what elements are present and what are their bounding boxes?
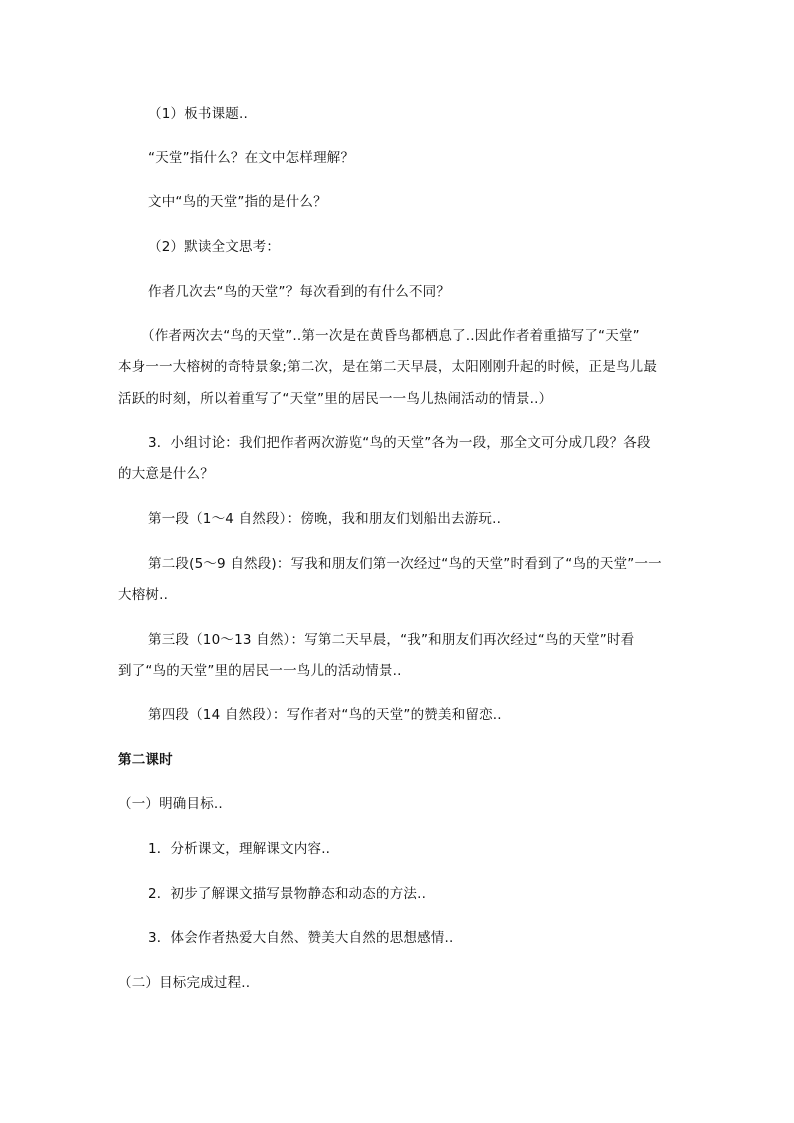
heading-second-lesson: 第二课时 (118, 752, 173, 768)
section-three-line-1: 第三段（10～13 自然）：写第二天早晨，“我”和朋友们再次经过“鸟的天堂”时看 (148, 632, 635, 648)
question-heaven-meaning: “天堂”指什么？在文中怎样理解？ (148, 150, 355, 166)
section-three-line-2: 到了“鸟的天堂”里的居民一一鸟儿的活动情景.. (118, 663, 402, 679)
group-discussion-line-1: 3．小组讨论：我们把作者两次游览“鸟的天堂”各为一段，那全文可分成几段？各段 (148, 435, 651, 451)
question-bird-heaven: 文中“鸟的天堂”指的是什么？ (148, 194, 327, 210)
objective-1: 1．分析课文，理解课文内容.. (148, 841, 331, 857)
objective-2: 2．初步了解课文描写景物静态和动态的方法.. (148, 886, 427, 902)
objectives-heading: （一）明确目标.. (118, 796, 223, 812)
answer-line-2: 本身一一大榕树的奇特景象;第二次，是在第二天早晨，太阳刚刚升起的时候，正是鸟儿最 (118, 359, 658, 375)
section-one: 第一段（1～4 自然段）：傍晚，我和朋友们划船出去游玩.. (148, 511, 502, 527)
process-heading: （二）目标完成过程.. (118, 975, 251, 991)
question-visits: 作者几次去“鸟的天堂”？每次看到的有什么不同？ (148, 284, 451, 300)
section-two-line-2: 大榕树.. (118, 587, 169, 603)
objective-3: 3．体会作者热爱大自然、赞美大自然的思想感情.. (148, 930, 454, 946)
section-four: 第四段（14 自然段）：写作者对“鸟的天堂”的赞美和留恋.. (148, 707, 502, 723)
group-discussion-line-2: 的大意是什么？ (118, 466, 214, 482)
paragraph-silent-reading: （2）默读全文思考： (148, 239, 281, 255)
answer-line-1: （作者两次去“鸟的天堂”..第一次是在黄昏鸟都栖息了..因此作者着重描写了“天堂” (141, 328, 640, 344)
answer-line-3: 活跃的时刻，所以着重写了“天堂”里的居民一一鸟儿热闹活动的情景..） (118, 391, 553, 407)
paragraph-blackboard-title: （1）板书课题.. (148, 106, 248, 122)
section-two-line-1: 第二段(5～9 自然段)：写我和朋友们第一次经过“鸟的天堂”时看到了“鸟的天堂”一一 (148, 556, 662, 572)
